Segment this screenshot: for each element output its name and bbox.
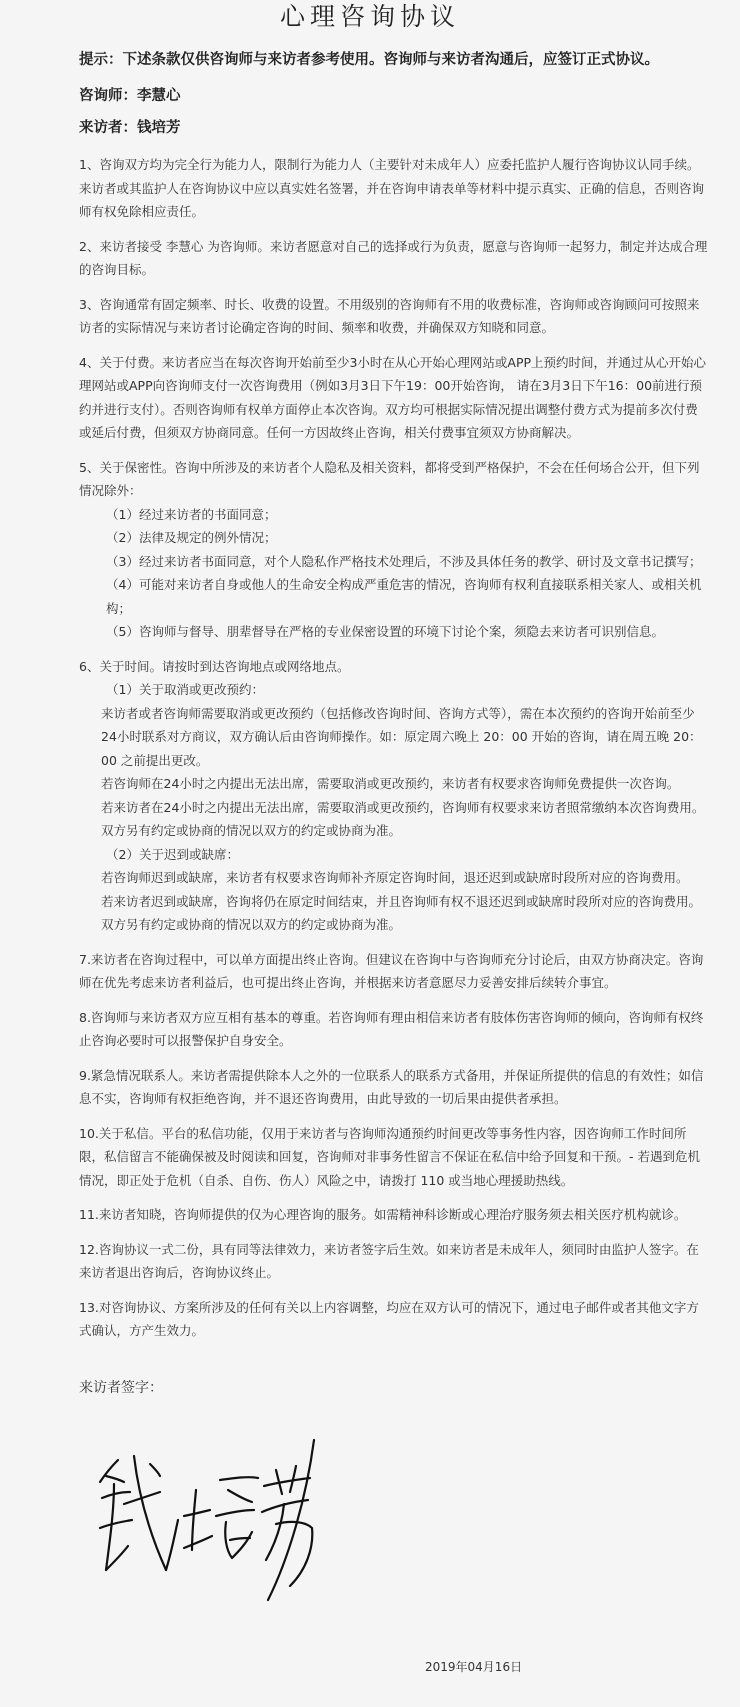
- clause-6-paragraph: 若咨询师在24小时之内提出无法出席，需要取消或更改预约，来访者有权要求咨询师免费提供一次咨询。: [101, 776, 680, 791]
- notice-text: 提示：下述条款仅供咨询师与来访者参考使用。咨询师与来访者沟通后，应签订正式协议。: [79, 52, 659, 68]
- clause-5-item: （3）经过来访者书面同意，对个人隐私作严格技术处理后，不涉及具体任务的教学、研讨及文章书记撰写；: [106, 553, 702, 569]
- clause-4: 4、关于付费。来访者应当在每次咨询开始前至少3小时在从心开始心理网站或APP上预约时间，并通过从心开始心理网站或APP向咨询师支付一次咨询费用（例如3月3日下午19：00开始咨询， 请在3月3日下午16：00前进行预约并进行支付）。否则咨询师有权单方面停止本次咨询。双方均可根据实际情况提出调整付费方式为提前多次付费或延后付费，但须双方协商同意。任何一方因故终止咨询，相关付费事宜须双方协商解决。: [79, 354, 707, 440]
- clause-6-paragraph: 来访者或者咨询师需要取消或更改预约（包括修改咨询时间、咨询方式等），需在本次预约的咨询开始前至少24小时联系对方商议，双方确认后由咨询师操作。如：原定周六晚上 20：00 开始的咨询，请在周五晚 20：00 之前提出更改。: [101, 705, 702, 768]
- clause-9: 9.紧急情况联系人。来访者需提供除本人之外的一位联系人的联系方式备用，并保证所提供的信息的有效性；如信息不实，咨询师有权拒绝咨询，并不退还咨询费用，由此导致的一切后果由提供者承担。: [79, 1067, 704, 1106]
- clause-13: 13.对咨询协议、方案所涉及的任何有关以上内容调整，均应在双方认可的情况下，通过电子邮件或者其他文字方式确认，方产生效力。: [79, 1299, 699, 1338]
- clause-6: 6、关于时间。请按时到达咨询地点或网络地点。: [79, 658, 350, 674]
- clause-1: 1、咨询双方均为完全行为能力人，限制行为能力人（主要针对未成年人）应委托监护人履行咨询协议认同手续。来访者或其监护人在咨询协议中应以真实姓名签署，并在咨询申请表单等材料中提示真实、正确的信息，否则咨询师有权免除相应责任。: [79, 157, 705, 219]
- signature-label: 来访者签字：: [79, 1380, 163, 1396]
- signature-date: 2019年04月16日: [425, 1660, 523, 1674]
- document-title: 心理咨询协议: [279, 2, 460, 31]
- clause-6-subheading: （1）关于取消或更改预约：: [106, 682, 264, 697]
- clauses-body: [79, 153, 709, 1343]
- clause-6-paragraph: 双方另有约定或协商的情况以双方的约定或协商为准。: [101, 823, 402, 838]
- clause-7: 7.来访者在咨询过程中，可以单方面提出终止咨询。但建议在咨询中与咨询师充分讨论后，由双方协商决定。咨询师在优先考虑来访者利益后，也可提出终止咨询，并根据来访者意愿尽力妥善安排后续转介事宜。: [79, 951, 704, 990]
- clause-6-subheading: （2）关于迟到或缺席：: [106, 846, 239, 862]
- clause-6-paragraph: 双方另有约定或协商的情况以双方的约定或协商为准。: [101, 917, 402, 932]
- clause-5-item: （2）法律及规定的例外情况；: [106, 530, 277, 545]
- clause-12: 12.咨询协议一式二份，具有同等法律效力，来访者签字后生效。如来访者是未成年人，须同时由监护人签字。在来访者退出咨询后，咨询协议终止。: [79, 1241, 699, 1280]
- clause-5-item: （1）经过来访者的书面同意；: [106, 506, 277, 522]
- clause-3: 3、咨询通常有固定频率、时长、收费的设置。不用级别的咨询师有不用的收费标准，咨询师或咨询顾问可按照来访者的实际情况与来访者讨论确定咨询的时间、频率和收费，并确保双方知晓和同意。: [79, 296, 700, 335]
- clause-5: 5、关于保密性。咨询中所涉及的来访者个人隐私及相关资料，都将受到严格保护，不会在任何场合公开，但下列情况除外：: [79, 459, 700, 498]
- clause-8: 8.咨询师与来访者双方应互相有基本的尊重。若咨询师有理由相信来访者有肢体伤害咨询师的倾向，咨询师有权终止咨询必要时可以报警保护自身安全。: [79, 1009, 704, 1048]
- clause-6-paragraph: 若来访者在24小时之内提出无法出席，需要取消或更改预约，咨询师有权要求来访者照常缴纳本次咨询费用。: [101, 799, 705, 815]
- clause-11: 11.来访者知晓，咨询师提供的仅为心理咨询的服务。如需精神科诊断或心理治疗服务须去相关医疗机构就诊。: [79, 1207, 687, 1222]
- client-line: 来访者：钱培芳: [79, 120, 181, 136]
- clause-10: 10.关于私信。平台的私信功能，仅用于来访者与咨询师沟通预约时间更改等事务性内容，因咨询师工作时间所限，私信留言不能确保被及时阅读和回复，咨询师对非事务性留言不保证在私信中给予回复和干预。- 若遇到危机情况，即正处于危机（自杀、自伤、伤人）风险之中，请拨打 110 或当地心理援助热线。: [79, 1125, 700, 1188]
- counselor-line: 咨询师：李慧心: [79, 88, 181, 104]
- clause-6-paragraph: 若咨询师迟到或缺席，来访者有权要求咨询师补齐原定咨询时间，退还迟到或缺席时段所对应的咨询费用。: [101, 870, 689, 885]
- handwritten-signature: [88, 1420, 348, 1610]
- clause-2: 2、来访者接受 李慧心 为咨询师。来访者愿意对自己的选择或行为负责，愿意与咨询师一起努力，制定并达成合理的咨询目标。: [79, 238, 708, 277]
- clause-5-item: （4）可能对来访者自身或他人的生命安全构成严重危害的情况，咨询师有权利直接联系相关家人、或相关机构；: [106, 577, 702, 616]
- clause-5-item: （5）咨询师与督导、朋辈督导在严格的专业保密设置的环境下讨论个案，须隐去来访者可识别信息。: [106, 624, 664, 639]
- clause-6-paragraph: 若来访者迟到或缺席，咨询将仍在原定时间结束，并且咨询师有权不退还迟到或缺席时段所对应的咨询费用。: [101, 893, 702, 909]
